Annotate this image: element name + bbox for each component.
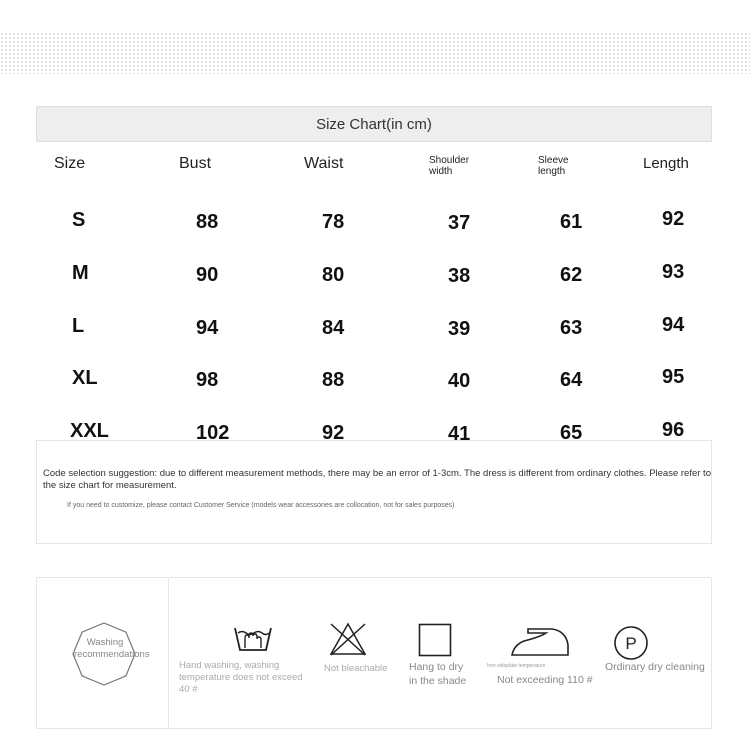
- dry-clean-text: Ordinary dry cleaning: [605, 661, 705, 673]
- cell-waist: 80: [322, 264, 345, 286]
- no-bleach-text: Not bleachable: [324, 663, 388, 674]
- cell-length: 94: [662, 314, 685, 336]
- cell-length: 96: [662, 419, 685, 441]
- svg-text:P: P: [625, 634, 637, 653]
- cell-length: 93: [662, 261, 685, 283]
- cell-bust: 102: [196, 422, 230, 444]
- washing-recommendations: [36, 577, 712, 729]
- cell-sleeve: 64: [560, 369, 583, 391]
- cell-waist: 92: [322, 422, 345, 444]
- col-header-size: Size: [54, 155, 86, 172]
- cell-sleeve: 65: [560, 422, 583, 444]
- divider: [168, 578, 169, 728]
- dry-clean-icon: [613, 625, 649, 661]
- col-header-waist: Waist: [304, 155, 344, 172]
- iron-caption: Iron soleplate temperature: [487, 663, 546, 669]
- cell-length: 95: [662, 366, 685, 388]
- size-chart-title: Size Chart(in cm): [316, 116, 432, 133]
- measurement-notes: [36, 440, 712, 544]
- hang-dry-icon: [418, 623, 452, 657]
- cell-size: M: [72, 262, 89, 284]
- cell-shoulder: 37: [448, 212, 471, 234]
- hand-wash-icon: [233, 622, 273, 652]
- cell-size: L: [72, 315, 85, 337]
- cell-shoulder: 38: [448, 265, 471, 287]
- cell-bust: 88: [196, 211, 219, 233]
- customization-note-text: If you need to customize, please contact Customer Service (models wear accessories are collocation, not for sales purposes): [67, 502, 455, 509]
- cell-bust: 98: [196, 369, 219, 391]
- cell-shoulder: 40: [448, 370, 471, 392]
- cell-size: S: [72, 209, 86, 231]
- cell-sleeve: 61: [560, 211, 583, 233]
- size-chart-header: [36, 106, 712, 142]
- cell-size: XXL: [70, 420, 109, 442]
- cell-size: XL: [72, 367, 98, 389]
- cell-shoulder: 41: [448, 423, 471, 445]
- cell-length: 92: [662, 208, 685, 230]
- no-bleach-icon: [329, 622, 367, 656]
- cell-bust: 94: [196, 317, 219, 339]
- cell-sleeve: 62: [560, 264, 583, 286]
- col-header-length: Length: [643, 155, 689, 172]
- col-header-sleeve: Sleeve length: [538, 155, 569, 177]
- measurement-note-text: Code selection suggestion: due to different measurement methods, there may be an error of 1-3cm. The dress is different from ordinary clothes. Please refer to the size chart for measurement.: [43, 468, 711, 491]
- hang-dry-text: Hang to dry in the shade: [409, 661, 467, 687]
- dotted-banner: [0, 32, 750, 74]
- col-header-shoulder: Shoulder width: [429, 155, 470, 177]
- cell-waist: 84: [322, 317, 345, 339]
- hand-wash-text: Hand washing, washing temperature does not exceed 40 #: [179, 660, 303, 695]
- cell-waist: 88: [322, 369, 345, 391]
- col-header-bust: Bust: [179, 155, 212, 172]
- washing-title: Washing recommendations: [74, 637, 150, 660]
- iron-text: Not exceeding 110 #: [497, 674, 593, 686]
- cell-bust: 90: [196, 264, 219, 286]
- cell-waist: 78: [322, 211, 345, 233]
- cell-shoulder: 39: [448, 318, 471, 340]
- iron-icon: [510, 625, 570, 657]
- cell-sleeve: 63: [560, 317, 583, 339]
